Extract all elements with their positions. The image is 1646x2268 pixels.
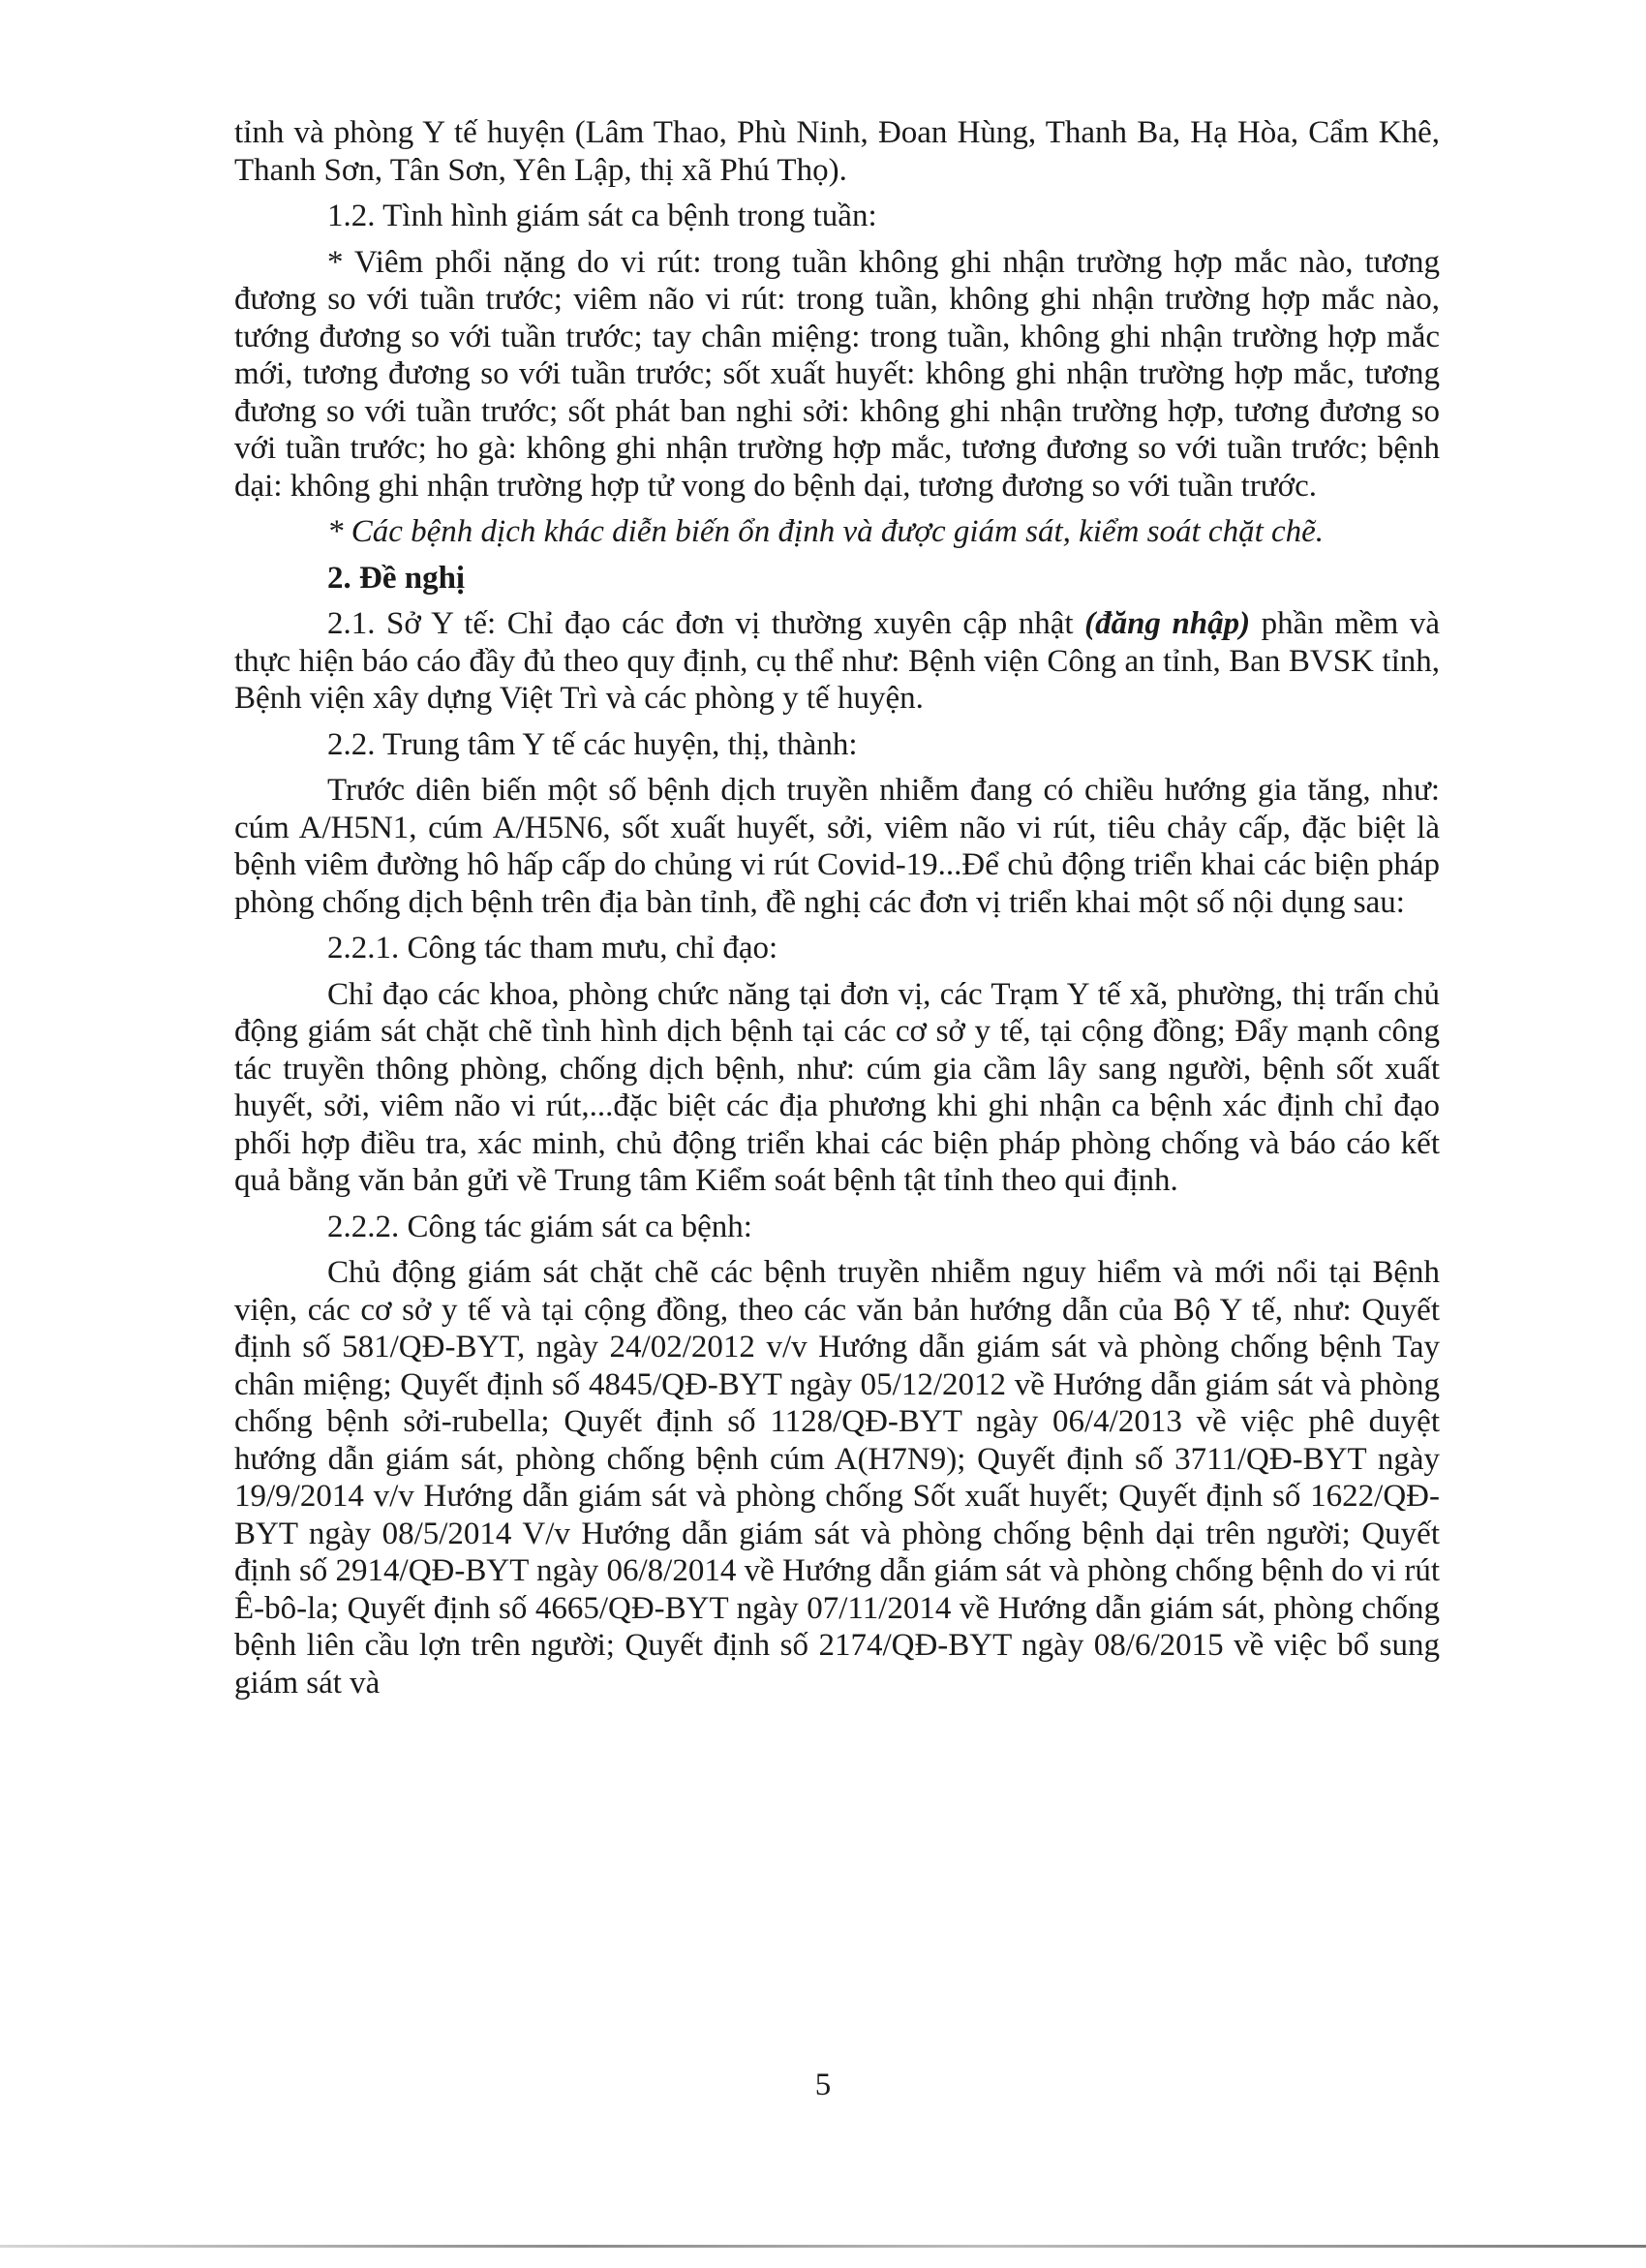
section-heading-1-2: 1.2. Tình hình giám sát ca bệnh trong tuần: [327,199,877,233]
section-heading-2-2: 2.2. Trung tâm Y tế các huyện, thị, thành: [327,726,858,762]
paragraph-disease-surveillance: * Viêm phổi nặng do vi rút: trong tuần không ghi nhận trường hợp mắc nào, tương đương so với tuần trước; viêm não vi rút: trong tuần, không ghi nhận trường hợp mắc nào, tướng đương so với tuần trước; tay chân miệng: trong tuần, không ghi nhận trường hợp mắc mới, tương đương so với tuần trước; sốt xuất huyết: không ghi nhận trường hợp mắc, tương đương so với tuần trước; sốt phát ban nghi sởi: không ghi nhận trường hợp, tương đương so với tuần trước; ho gà: không ghi nhận trường hợp mắc, tương đương so với tuần trước; bệnh dại: không ghi nhận trường hợp tử vong do bệnh dại, tương đương so với tuần trước. [234,244,1440,504]
paragraph-2-2-2: Chủ động giám sát chặt chẽ các bệnh truyền nhiễm nguy hiểm và mới nổi tại Bệnh viện, các cơ sở y tế và tại cộng đồng, theo các văn bản hướng dẫn của Bộ Y tế, như: Quyết định số 581/QĐ-BYT, ngày 24/02/2012 v/v Hướng dẫn giám sát và phòng chống bệnh Tay chân miệng; Quyết định số 4845/QĐ-BYT ngày 05/12/2012 về Hướng dẫn giám sát và phòng chống bệnh sởi-rubella; Quyết định số 1128/QĐ-BYT ngày 06/4/2013 về việc phê duyệt hướng dẫn giám sát, phòng chống bệnh cúm A(H7N9); Quyết định số 3711/QĐ-BYT ngày 19/9/2014 v/v Hướng dẫn giám sát và phòng chống Sốt xuất huyết; Quyết định số 1622/QĐ-BYT ngày 08/5/2014 V/v Hướng dẫn giám sát và phòng chống bệnh dại trên người; Quyết định số 2914/QĐ-BYT ngày 06/8/2014 về Hướng dẫn giám sát và phòng chống bệnh do vi rút Ê-bô-la; Quyết định số 4665/QĐ-BYT ngày 07/11/2014 về Hướng dẫn giám sát, phòng chống bệnh liên cầu lợn trên người; Quyết định số 2174/QĐ-BYT ngày 08/6/2015 về việc bổ sung giám sát và [234,1255,1440,1701]
paragraph-continuation: tỉnh và phòng Y tế huyện (Lâm Thao, Phù Ninh, Đoan Hùng, Thanh Ba, Hạ Hòa, Cẩm Khê, Thanh Sơn, Tân Sơn, Yên Lập, thị xã Phú Thọ). [234,115,1440,188]
paragraph-2-2-1: Chỉ đạo các khoa, phòng chức năng tại đơn vị, các Trạm Y tế xã, phường, thị trấn chủ động giám sát chặt chẽ tình hình dịch bệnh tại các cơ sở y tế, tại cộng đồng; Đẩy mạnh công tác truyền thông phòng, chống dịch bệnh, như: cúm gia cầm lây sang người, bệnh sốt xuất huyết, sởi, viêm não vi rút,...đặc biệt các địa phương khi ghi nhận ca bệnh xác định chỉ đạo phối hợp điều tra, xác minh, chủ động triển khai các biện pháp phòng chống và báo cáo kết quả bằng văn bản gửi về Trung tâm Kiểm soát bệnh tật tỉnh theo qui định. [234,976,1440,1198]
paragraph-2-2-intro: Trước diên biến một số bệnh dịch truyền nhiễm đang có chiều hướng gia tăng, như: cúm A/H5N1, cúm A/H5N6, sốt xuất huyết, sởi, viêm não vi rút, tiêu chảy cấp, đặc biệt là bệnh viêm đường hô hấp cấp do chủng vi rút Covid-19...Để chủ động triển khai các biện pháp phòng chống dịch bệnh trên địa bàn tỉnh, đề nghị các đơn vị triển khai một số nội dụng sau: [234,773,1440,920]
section-heading-2-2-2: 2.2.2. Công tác giám sát ca bệnh: [327,1209,752,1244]
section-heading-2: 2. Đề nghị [327,560,466,596]
paragraph-2-1-emphasis: (đăng nhập) [1084,606,1251,641]
paragraph-2-1 [234,605,1440,718]
document-body [234,114,1440,1710]
page-number: 5 [814,2068,832,2102]
paragraph-2-1-before: 2.1. Sở Y tế: Chỉ đạo các đơn vị thường xuyên cập nhật [327,606,1085,641]
section-heading-2-2-1: 2.2.1. Công tác tham mưu, chỉ đạo: [327,931,778,965]
scan-edge-line [0,2245,1646,2248]
paragraph-2-1-after: phần mềm và thực hiện báo cáo đầy đủ theo quy định, cụ thể như: Bệnh viện Công an tỉnh, Ban BVSK tỉnh, Bệnh viện xây dựng Việt Trì và các phòng y tế huyện. [234,606,1440,716]
paragraph-other-diseases: * Các bệnh dịch khác diễn biến ổn định và được giám sát, kiểm soát chặt chẽ. [327,514,1325,549]
